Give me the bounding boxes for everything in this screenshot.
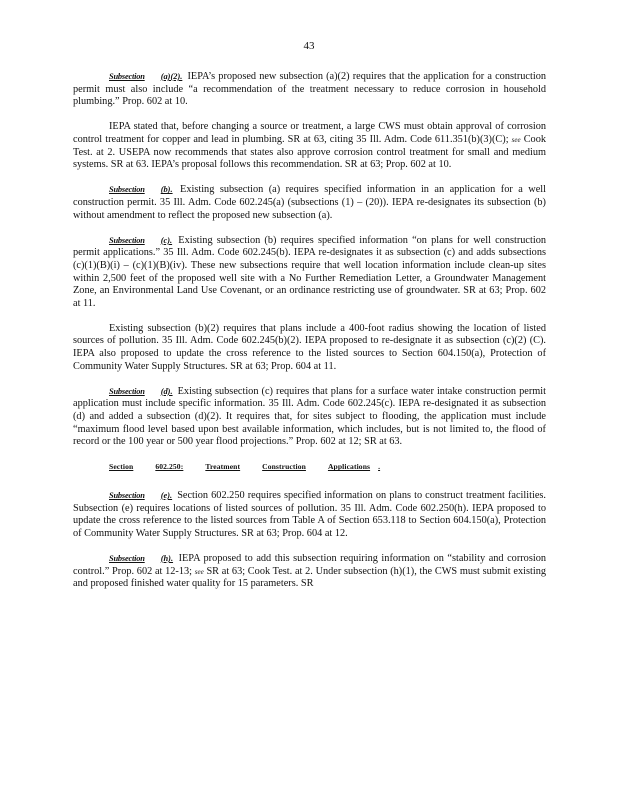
subsection-letter: (c). [160, 235, 173, 245]
subsection-label: Subsection [109, 553, 145, 563]
section-title-word: Treatment [205, 462, 241, 472]
subsection-label: Subsection [109, 185, 145, 195]
paragraph-subsection-b [73, 184, 546, 222]
paragraph-text: Existing subsection (c) requires that plans for a surface water intake construction permit application must include specific information. 35 Ill. Adm. Code 602.245(c). IEPA re-designated it as subsection (d) and added a subsection (d)(2). It requires that, for sites subject to flooding, the application must include “maximum flood level based upon best available information, which includes, but is not limited to, the flood of record or the 100 year or 500 year flood projections.” Prop. 602 at 12; SR at 63. [73, 385, 546, 448]
paragraph-text: IEPA proposed to add this subsection requiring information on “stability and corrosion control.” Prop. 602 at 12-13; [73, 552, 546, 577]
section-title-word: Construction [262, 462, 306, 472]
subsection-letter: (h). [160, 553, 174, 563]
document-body [73, 71, 546, 603]
subsection-letter: (d). [160, 386, 173, 396]
subsection-label: Subsection [109, 491, 145, 500]
see-signal: see [194, 567, 204, 576]
subsection-label: Subsection [109, 72, 145, 81]
paragraph-iepa-stated [73, 121, 546, 171]
paragraph-existing-subsection-b2 [73, 323, 546, 373]
subsection-letter: (a)(2). [160, 72, 183, 81]
section-number: 602.250: [155, 462, 184, 472]
section-heading-period: . [378, 462, 381, 472]
paragraph-subsection-e [73, 490, 546, 540]
subsection-letter: (b). [160, 185, 173, 195]
paragraph-text: Section 602.250 requires specified information on plans to construct treatment facilities. Subsection (e) requires locations of listed sources of pollution. 35 Ill. Adm. Code 602.250(h). IEPA proposed to update the cross reference to the listed sources from Table A of Section 653.118 to Section 604.150(a), Protection of Community Water Supply Structures. SR at 63; Prop. 604 at 12. [73, 490, 546, 539]
subsection-label: Subsection [109, 386, 145, 396]
paragraph-text: SR at 63; Cook Test. at 2. Under subsection (h)(1), the CWS must submit existing and proposed finished water quality for 15 parameters. SR [73, 565, 547, 590]
paragraph-text: Cook Test. at 2. USEPA now recommends that states also approve corrosion control treatment for small and medium systems. SR at 63. IEPA’s proposal follows this recommendation. SR at 63; Prop. 602 at 10. [73, 133, 547, 171]
paragraph-subsection-h [73, 553, 546, 591]
section-word: Section [109, 462, 134, 472]
paragraph-text: Existing subsection (b)(2) requires that plans include a 400-foot radius showing the location of listed sources of pollution. 35 Ill. Adm. Code 602.245(b)(2). IEPA proposed to re-designate it as subsection (c)(2) (C). IEPA also proposed to update the cross reference to the listed sources to Section 604.150(a), Protection of Community Water Supply Structures. SR at 63; Prop. 604 at 11. [73, 322, 546, 372]
paragraph-text: Existing subsection (a) requires specified information in an application for a well construction permit. 35 Ill. Adm. Code 602.245(a) (subsections (1) – (20)). IEPA re-designates its subsection (b) without amendment to reflect the proposed new subsection (a). [73, 184, 547, 221]
paragraph-text: Existing subsection (b) requires specified information “on plans for well construction permit applications.” 35 Ill. Adm. Code 602.245(b). IEPA re-designates it as subsection (c) and adds subsections (c)(1)(B)(i) – (c)(1)(B)(iv). These new subsections require that well location information include clean-up sites within 2,500 feet of the proposed well site with a No Further Remediation Letter, a Groundwater Management Zone, an Environmental Land Use Covenant, or an ordinance restricting use of groundwater. SR at 63; Prop. 602 at 11. [73, 234, 546, 309]
paragraph-subsection-a2 [73, 71, 546, 109]
section-heading [73, 461, 546, 474]
section-title-word: Applications [327, 462, 371, 472]
subsection-label: Subsection [109, 235, 145, 245]
paragraph-subsection-c [73, 235, 546, 311]
see-signal: see [511, 135, 521, 144]
paragraph-subsection-d [73, 386, 546, 449]
paragraph-text: IEPA stated that, before changing a source or treatment, a large CWS must obtain approval of corrosion control treatment for copper and lead in plumbing. SR at 63, citing 35 Ill. Adm. Code 611.351(b)(3)(C); [73, 121, 546, 145]
paragraph-text: IEPA’s proposed new subsection (a)(2) requires that the application for a construction permit must also include “a recommendation of the treatment necessary to reduce corrosion in household plumbing.” Prop. 602 at 10. [73, 71, 546, 108]
subsection-letter: (e). [160, 491, 173, 500]
page-number: 43 [303, 40, 315, 52]
